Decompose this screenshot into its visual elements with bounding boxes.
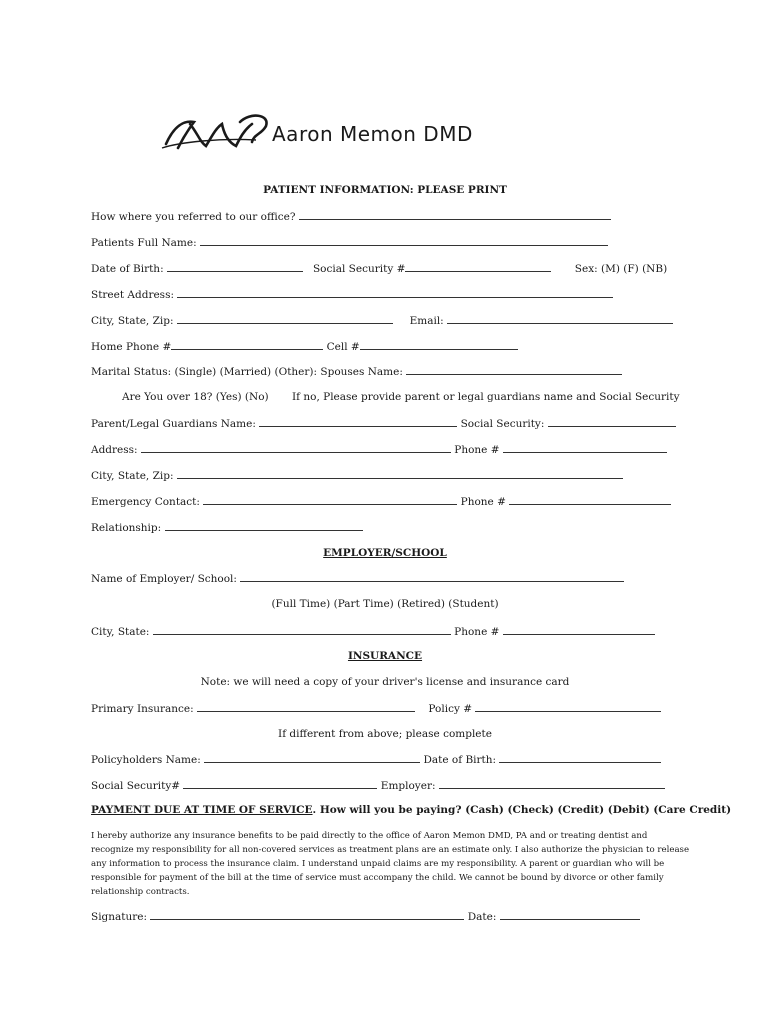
signature-label: Signature: <box>91 911 148 923</box>
employer-phone-label: Phone # <box>454 626 500 638</box>
logo-wordmark: Aaron Memon DMD <box>272 122 473 146</box>
over18-label: Are You over 18? <box>122 391 213 403</box>
policyholder-employer-field[interactable] <box>439 778 665 789</box>
guardian-ss-field[interactable] <box>548 416 676 427</box>
city2-row <box>91 468 623 483</box>
home-phone-label: Home Phone # <box>91 341 172 353</box>
ssn-field[interactable] <box>405 261 551 272</box>
employer-label: Name of Employer/ School: <box>91 573 237 585</box>
policyholder-dob-field[interactable] <box>499 752 661 763</box>
city-label: City, State, Zip: <box>91 315 174 327</box>
employer-header: EMPLOYER/SCHOOL <box>323 547 447 559</box>
signature-field[interactable] <box>150 909 464 920</box>
emergency-label: Emergency Contact: <box>91 496 200 508</box>
sex-options[interactable]: Sex: (M) (F) (NB) <box>574 263 668 275</box>
payment-row <box>91 803 731 817</box>
ssn-label: Social Security # <box>312 263 406 275</box>
guardian-label: Parent/Legal Guardians Name: <box>91 418 256 430</box>
policyholder-row <box>91 752 661 767</box>
address-field[interactable] <box>141 442 451 453</box>
city-field[interactable] <box>177 313 393 324</box>
primary-insurance-row <box>91 701 661 716</box>
over18-options[interactable]: (Yes) (No) <box>215 391 269 403</box>
city2-label: City, State, Zip: <box>91 470 174 482</box>
email-field[interactable] <box>447 313 673 324</box>
form-title: PATIENT INFORMATION: PLEASE PRINT <box>263 184 507 196</box>
policy-label: Policy # <box>428 703 473 715</box>
address-phone-label: Phone # <box>454 444 500 456</box>
spouse-field[interactable] <box>406 364 622 375</box>
referred-label: How where you referred to our office? <box>91 211 296 223</box>
date-label: Date: <box>467 911 497 923</box>
employer-city-label: City, State: <box>91 626 150 638</box>
city2-field[interactable] <box>177 468 623 479</box>
address-label: Address: <box>91 444 138 456</box>
authorization-text: I hereby authorize any insurance benefits to be paid directly to the office of Aaron Memon DMD, PA and or treating dentist and recognize my responsibility for all non-covered services as treatment plans are an estimate only. I also authorize the physician to release any information to process the insurance claim. I understand unpaid claims are my responsibility. A parent or guardian who will be responsible for payment of the bill at the time of service must accompany the child. We cannot be bound by divorce or other family relationship contracts. <box>91 831 690 897</box>
dob-label: Date of Birth: <box>91 263 164 275</box>
primary-insurance-field[interactable] <box>197 701 415 712</box>
relationship-row <box>91 520 363 535</box>
phone-row <box>91 339 518 354</box>
employer-row <box>91 571 624 586</box>
address-row <box>91 442 667 457</box>
street-row <box>91 287 613 302</box>
full-name-label: Patients Full Name: <box>91 237 197 249</box>
insurance-header: INSURANCE <box>347 650 423 662</box>
policyholder-employer-label: Employer: <box>380 780 436 792</box>
city-row <box>91 313 673 328</box>
guardian-row <box>91 416 676 431</box>
policyholder-field[interactable] <box>204 752 420 763</box>
marital-row <box>91 364 622 379</box>
referred-row <box>91 209 611 224</box>
cell-field[interactable] <box>360 339 518 350</box>
spouse-label: Spouses Name: <box>320 366 403 378</box>
dob-field[interactable] <box>167 261 303 272</box>
signature-row <box>91 909 640 924</box>
street-label: Street Address: <box>91 289 174 301</box>
payment-due-label: PAYMENT DUE AT TIME OF SERVICE <box>91 804 313 816</box>
policyholder-label: Policyholders Name: <box>91 754 201 766</box>
policy-field[interactable] <box>475 701 661 712</box>
full-name-row <box>91 235 608 250</box>
over18-row <box>122 390 680 404</box>
primary-insurance-label: Primary Insurance: <box>91 703 194 715</box>
address-phone-field[interactable] <box>503 442 667 453</box>
employment-options[interactable]: (Full Time) (Part Time) (Retired) (Student) <box>271 598 499 610</box>
emergency-row <box>91 494 671 509</box>
insurance-note: Note: we will need a copy of your driver's license and insurance card <box>200 676 570 688</box>
email-label: Email: <box>409 315 444 327</box>
employer-city-row <box>91 624 655 639</box>
cell-label: Cell # <box>326 341 360 353</box>
guardian-ss-label: Social Security: <box>460 418 545 430</box>
emergency-phone-label: Phone # <box>460 496 506 508</box>
policyholder-ss-label: Social Security# <box>91 780 181 792</box>
policyholder-ss-field[interactable] <box>183 778 377 789</box>
full-name-field[interactable] <box>200 235 608 246</box>
policyholder-ss-row <box>91 778 665 793</box>
referred-field[interactable] <box>299 209 611 220</box>
if-different-note: If different from above; please complete <box>278 728 492 740</box>
payment-options[interactable]: . How will you be paying? (Cash) (Check) (Credit) (Debit) (Care Credit) <box>312 804 732 816</box>
emergency-field[interactable] <box>203 494 457 505</box>
emergency-phone-field[interactable] <box>509 494 671 505</box>
date-field[interactable] <box>500 909 640 920</box>
guardian-field[interactable] <box>259 416 457 427</box>
home-phone-field[interactable] <box>171 339 323 350</box>
relationship-label: Relationship: <box>91 522 162 534</box>
policyholder-dob-label: Date of Birth: <box>423 754 497 766</box>
relationship-field[interactable] <box>165 520 363 531</box>
dob-row <box>91 261 667 276</box>
marital-options[interactable]: Marital Status: (Single) (Married) (Other): <box>91 366 318 378</box>
employer-phone-field[interactable] <box>503 624 655 635</box>
employer-city-field[interactable] <box>153 624 451 635</box>
employer-field[interactable] <box>240 571 624 582</box>
if-no-note: If no, Please provide parent or legal guardians name and Social Security <box>292 391 680 403</box>
street-field[interactable] <box>177 287 613 298</box>
